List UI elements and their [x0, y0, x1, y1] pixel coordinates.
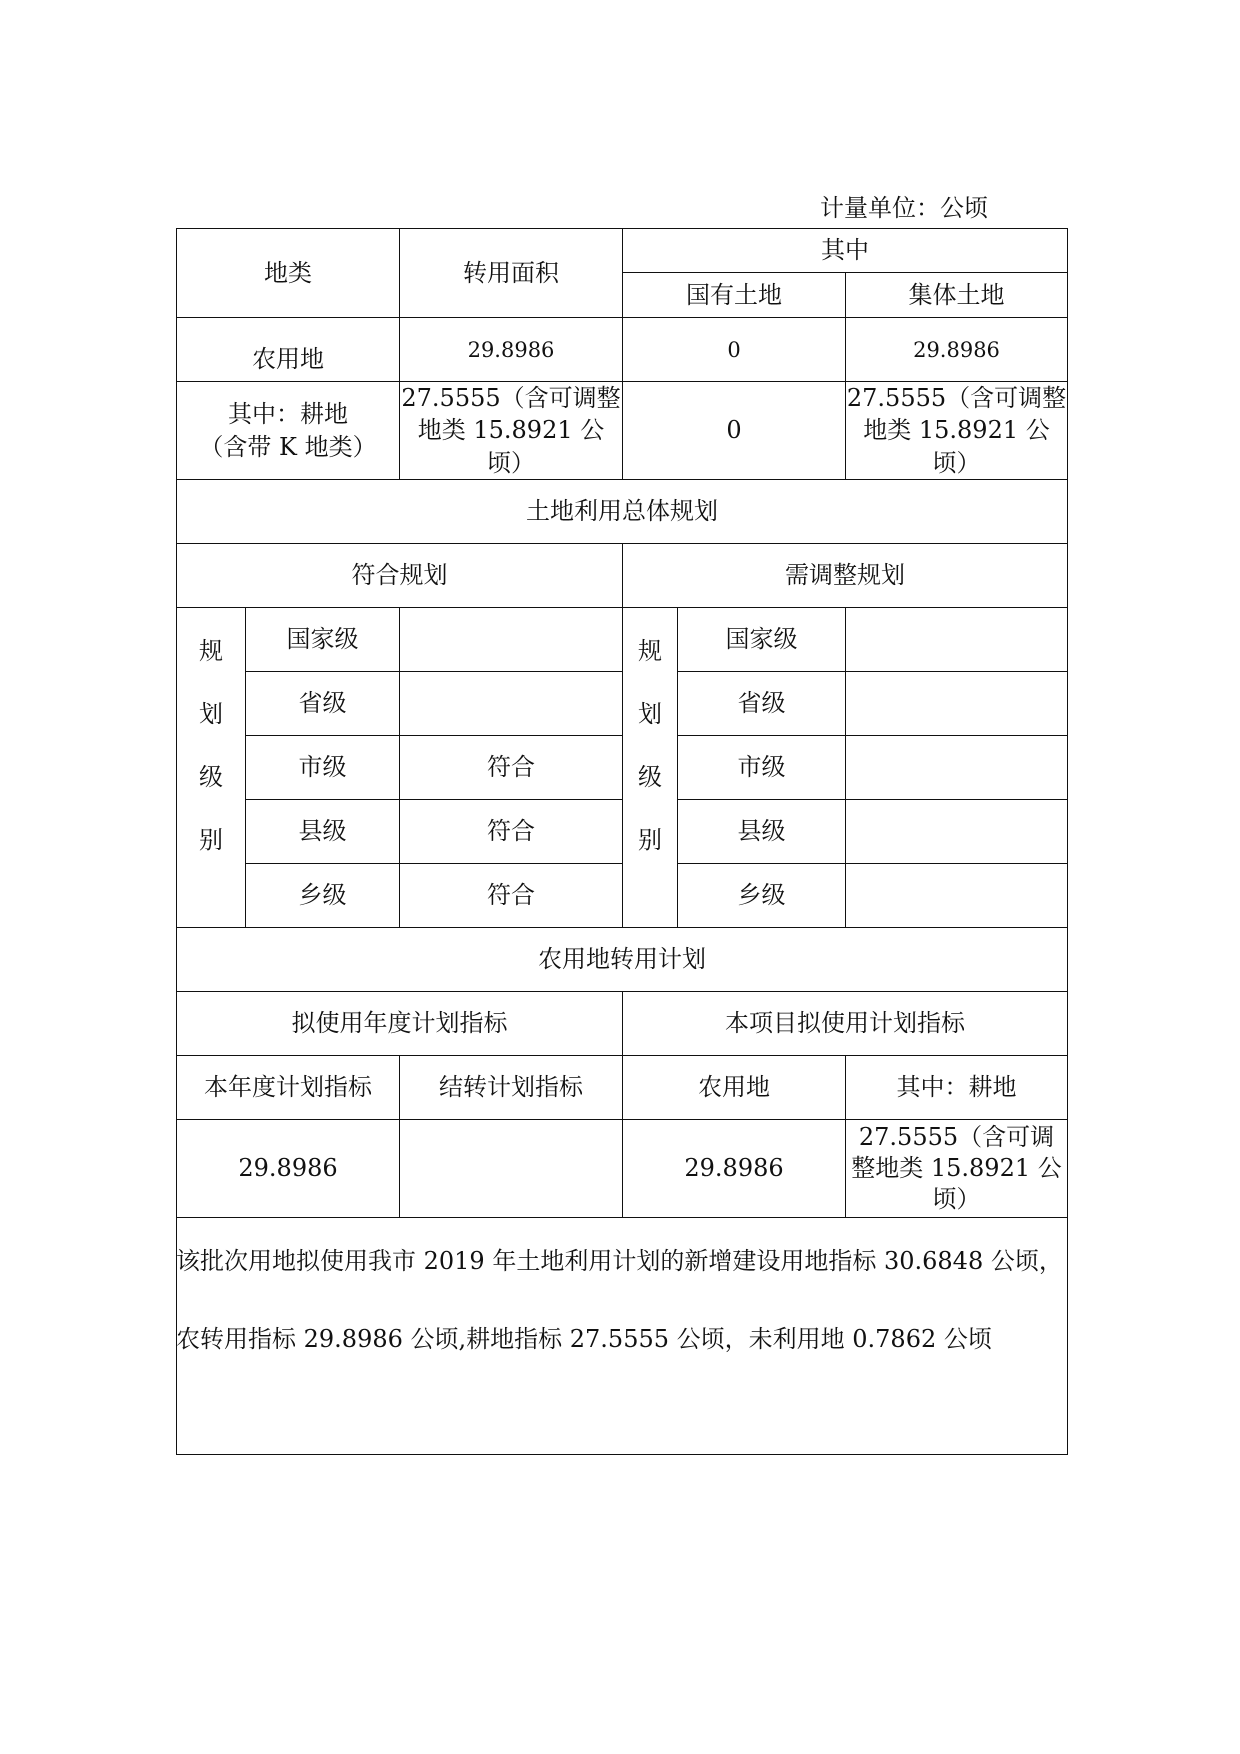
plan-conform-header: 符合规划: [176, 543, 623, 608]
plan-conform-level-township: 乡级: [245, 863, 400, 928]
conversion-this-year-header: 本年度计划指标: [176, 1055, 400, 1120]
row-arable-collective: [845, 381, 1068, 480]
row-agri-area: 29.8986: [399, 317, 623, 382]
plan-adjust-value-county: [845, 799, 1068, 864]
plan-conform-value-city: 符合: [399, 735, 623, 800]
plan-adjust-level-province: 省级: [677, 671, 846, 736]
header-collective-land: 集体土地: [845, 272, 1068, 318]
unit-label: 计量单位：公顷: [820, 194, 988, 222]
conversion-arable-value-line2: 整地类 15.8921 公: [851, 1153, 1062, 1182]
row-agri-state: 0: [622, 317, 846, 382]
plan-conform-value-province: [399, 671, 623, 736]
level-char: 划: [199, 700, 223, 728]
conversion-agri-value: 29.8986: [622, 1119, 846, 1218]
row-arable-label-line2: （含带 K 地类）: [199, 432, 377, 461]
plan-adjust-value-province: [845, 671, 1068, 736]
conversion-arable-value: [845, 1119, 1068, 1218]
plan-conform-value-township: 符合: [399, 863, 623, 928]
plan-title: 土地利用总体规划: [176, 479, 1068, 544]
level-char: 级: [199, 763, 223, 791]
plan-adjust-header: 需调整规划: [622, 543, 1068, 608]
plan-adjust-level-city: 市级: [677, 735, 846, 800]
row-arable-area-line1: 27.5555（含可调整: [401, 383, 621, 412]
plan-adjust-level-national: 国家级: [677, 607, 846, 672]
conversion-title: 农用地转用计划: [176, 927, 1068, 992]
conversion-annual-index: 拟使用年度计划指标: [176, 991, 623, 1056]
row-arable-state: 0: [622, 381, 846, 480]
row-arable-label: [176, 381, 400, 480]
note-line-1: 该批次用地拟使用我市 2019 年土地利用计划的新增建设用地指标 30.6848 公顷，: [176, 1247, 1063, 1275]
level-char: 级: [638, 763, 662, 791]
plan-adjust-value-city: [845, 735, 1068, 800]
conversion-agri-header: 农用地: [622, 1055, 846, 1120]
header-land-type: 地类: [176, 228, 400, 318]
row-arable-area: [399, 381, 623, 480]
plan-adjust-level-column: [622, 607, 678, 928]
plan-adjust-value-township: [845, 863, 1068, 928]
row-arable-area-line2: 地类 15.8921 公顷）: [417, 416, 605, 477]
plan-conform-level-province: 省级: [245, 671, 400, 736]
plan-adjust-level-township: 乡级: [677, 863, 846, 928]
level-char: 别: [638, 826, 662, 854]
note-line-2: 农转用指标 29.8986 公顷,耕地指标 27.5555 公顷，未利用地 0.7862 公顷: [176, 1325, 992, 1353]
plan-adjust-value-national: [845, 607, 1068, 672]
plan-conform-level-county: 县级: [245, 799, 400, 864]
level-char: 划: [638, 700, 662, 728]
header-converted-area: 转用面积: [399, 228, 623, 318]
conversion-arable-value-line1: 27.5555（含可调: [858, 1122, 1055, 1151]
conversion-carryover-header: 结转计划指标: [399, 1055, 623, 1120]
conversion-carryover-value: [399, 1119, 623, 1218]
row-agri-collective: 29.8986: [845, 317, 1068, 382]
row-arable-collective-line1: 27.5555（含可调整: [846, 383, 1067, 412]
plan-conform-level-column: [176, 607, 246, 928]
conversion-this-year-value: 29.8986: [176, 1119, 400, 1218]
plan-conform-level-national: 国家级: [245, 607, 400, 672]
conversion-project-index: 本项目拟使用计划指标: [622, 991, 1068, 1056]
plan-conform-level-city: 市级: [245, 735, 400, 800]
row-arable-collective-line2: 地类 15.8921 公顷）: [863, 416, 1050, 477]
level-char: 规: [199, 637, 223, 665]
header-state-land: 国有土地: [622, 272, 846, 318]
row-arable-label-line1: 其中：耕地: [228, 400, 348, 429]
plan-conform-value-national: [399, 607, 623, 672]
level-char: 规: [638, 637, 662, 665]
plan-conform-value-county: 符合: [399, 799, 623, 864]
row-agri-label: 农用地: [176, 317, 400, 382]
level-char: 别: [199, 826, 223, 854]
header-of-which: 其中: [622, 228, 1068, 273]
conversion-arable-header: 其中：耕地: [845, 1055, 1068, 1120]
conversion-arable-value-line3: 顷）: [932, 1185, 981, 1214]
note-text: [176, 1222, 1076, 1378]
plan-adjust-level-county: 县级: [677, 799, 846, 864]
